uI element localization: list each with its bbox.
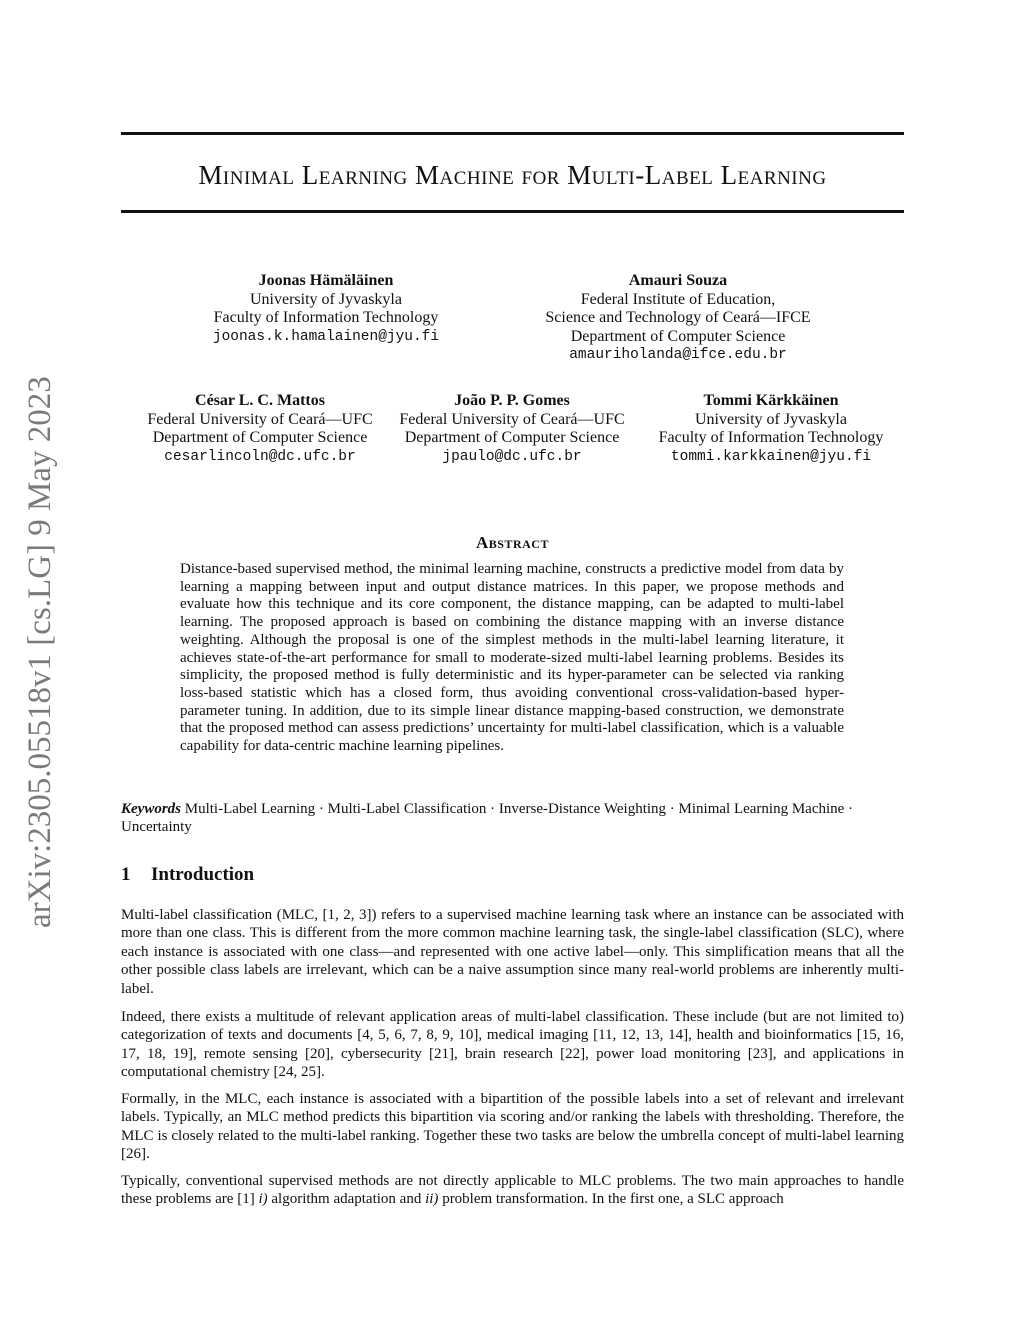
title-rule-top: [121, 132, 904, 135]
paper-title: Minimal Learning Machine for Multi-Label Learning: [198, 160, 827, 190]
author-name: Joonas Hämäläinen: [258, 272, 394, 289]
paragraph-text: problem transformation. In the first one, a SLC approach: [438, 1191, 784, 1208]
author-block: [380, 392, 644, 466]
author-affiliation: Department of Computer Science: [570, 327, 786, 345]
math-symbol: i): [258, 1191, 268, 1208]
author-affiliation: Faculty of Information Technology: [213, 309, 439, 326]
paragraph: Formally, in the MLC, each instance is associated with a bipartition of the possible labels into a set of relevant and irrelevant labels. Typically, an MLC method predicts this bipartition via scoring and/or ranking the labels with thresholding. Therefore, the MLC is closely related to the multi-label ranking. Together these two tasks are below the umbrella concept of multi-label learning [26].: [121, 1091, 904, 1163]
paragraph-text: Typically, conventional supervised methods are not directly applicable to MLC problems. The two main approaches to handle these problems are [1]: [121, 1173, 904, 1208]
title-rule-bottom: [121, 210, 904, 213]
author-name: César L. C. Mattos: [195, 392, 325, 409]
author-email: joonas.k.hamalainen@jyu.fi: [212, 328, 440, 345]
author-affiliation: Department of Computer Science: [404, 429, 620, 446]
author-affiliation: University of Jyvaskyla: [695, 410, 847, 428]
author-affiliation: Federal Institute of Education,: [580, 290, 776, 308]
author-affiliation: Faculty of Information Technology: [658, 429, 884, 446]
abstract-heading: Abstract: [476, 533, 549, 552]
author-block: [126, 392, 394, 466]
paragraph: Multi-label classification (MLC, [1, 2, 3]) refers to a supervised machine learning task where an instance can be associated with more than one class. This is different from the more common machine learning task, the single-label classification (SLC), where each instance is associated with one class—and represented with one active label—only. This simplification means that all the other possible class labels are irrelevant, which can be a naive assumption since many real-world problems are inherently multi-label.: [121, 907, 904, 997]
author-affiliation: Federal University of Ceará—UFC: [399, 410, 625, 428]
arxiv-identifier: arXiv:2305.05518v1 [cs.LG] 9 May 2023: [22, 376, 58, 928]
paragraph: Indeed, there exists a multitude of relevant application areas of multi-label classification. These include (but are not limited to) categorization of texts and documents [4, 5, 6, 7, 8, 9, 10], medical imaging [11, 12, 13, 14], health and bioinformatics [15, 16, 17, 18, 19], remote sensing [20], cybersecurity [21], brain research [22], power load monitoring [23], and applications in computational chemistry [24, 25].: [121, 1009, 904, 1081]
author-block: [514, 272, 842, 365]
author-affiliation: Department of Computer Science: [152, 429, 368, 446]
section-heading: [121, 864, 254, 886]
keywords-label: Keywords: [121, 801, 181, 817]
author-name: Amauri Souza: [628, 272, 728, 289]
author-block: [184, 272, 468, 346]
author-name: João P. P. Gomes: [454, 392, 570, 409]
author-block: [644, 392, 898, 466]
author-email: tommi.karkkainen@jyu.fi: [670, 448, 872, 465]
author-name: Tommi Kärkkäinen: [703, 392, 839, 409]
author-affiliation: University of Jyvaskyla: [250, 290, 402, 308]
paragraph-text: algorithm adaptation and: [267, 1191, 426, 1208]
keywords: [121, 800, 904, 836]
paragraph: [121, 1172, 904, 1209]
section-title: Introduction: [151, 864, 255, 885]
section-number: 1: [121, 864, 131, 885]
author-affiliation: Science and Technology of Ceará—IFCE: [545, 309, 811, 326]
keywords-list: Multi-Label Learning · Multi-Label Classification · Inverse-Distance Weighting · Minimal Learning Machine · Uncertainty: [121, 801, 854, 835]
math-symbol: ii): [425, 1191, 439, 1208]
abstract-text: Distance-based supervised method, the minimal learning machine, constructs a predictive model from data by learning a mapping between input and output distance matrices. In this paper, we propose methods and evaluate how this technique and its core component, the distance mapping, can be adapted to multi-label learning. The proposed approach is based on combining the distance mapping with an inverse distance weighting. Although the proposal is one of the simplest methods in the multi-label learning literature, it achieves state-of-the-art performance for small to moderate-sized multi-label learning problems. Besides its simplicity, the proposed method is fully deterministic and its hyper-parameter can be selected via ranking loss-based statistic which has a closed form, thus avoiding conventional cross-validation-based hyper-parameter tuning. In addition, due to its simple linear distance mapping-based construction, we demonstrate that the proposed method can assess predictions’ uncertainty for multi-label classification, which is a valuable capability for data-centric machine learning pipelines.: [180, 561, 844, 755]
author-email: jpaulo@dc.ufc.br: [442, 448, 582, 465]
author-affiliation: Federal University of Ceará—UFC: [147, 410, 373, 428]
author-email: amauriholanda@ifce.edu.br: [569, 347, 787, 363]
author-email: cesarlincoln@dc.ufc.br: [164, 448, 356, 465]
